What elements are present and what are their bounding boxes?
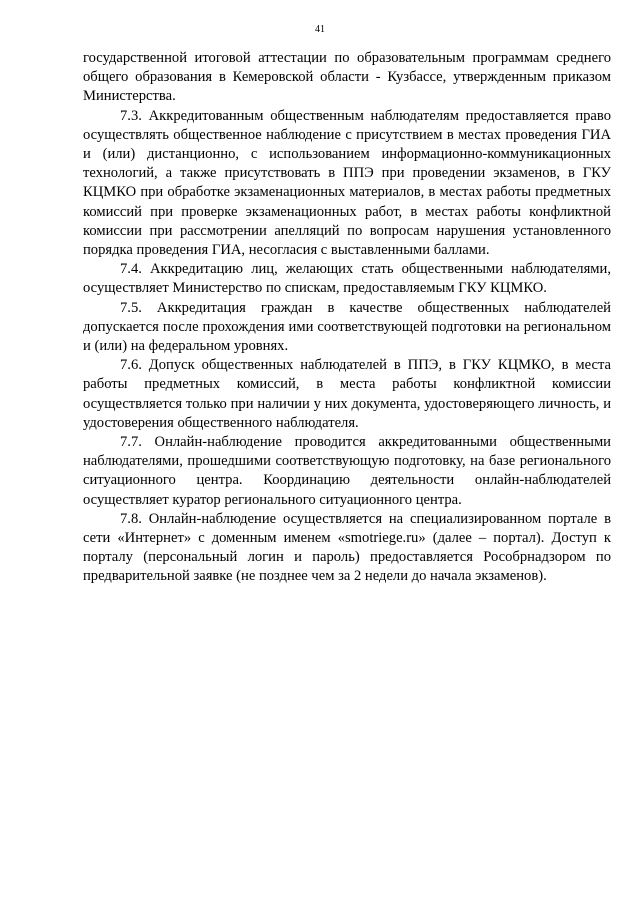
paragraph-7-8: 7.8. Онлайн-наблюдение осуществляется на специализированном портале в сети «Интернет» с доменным именем «smotriege.ru» (далее – портал). Доступ к порталу (персональный логин и пароль) предоставляется Рособрнадзором по предварительной заявке (не позднее чем за 2 недели до начала экзаменов). <box>83 510 611 585</box>
paragraph-7-6: 7.6. Допуск общественных наблюдателей в ППЭ, в ГКУ КЦМКО, в места работы предметных комиссий, в места работы конфликтной комиссии осуществляется только при наличии у них документа, удостоверяющего личность, и удостоверения общественного наблюдателя. <box>83 357 611 431</box>
document-body <box>83 49 611 587</box>
paragraph-7-5: 7.5. Аккредитация граждан в качестве общественных наблюдателей допускается после прохождения ими соответствующей подготовки на региональном и (или) на федеральном уровнях. <box>83 299 611 355</box>
paragraph-7-7: 7.7. Онлайн-наблюдение проводится аккредитованными общественными наблюдателями, прошедшими соответствующую подготовку, на базе регионального ситуационного центра. Координацию деятельности онлайн-наблюдателей осуществляет куратор регионального ситуационного центра. <box>83 434 611 508</box>
paragraph-7-4: 7.4. Аккредитацию лиц, желающих стать общественными наблюдателями, осуществляет Министерство по спискам, предоставляемым ГКУ КЦМКО. <box>83 261 611 297</box>
paragraph-continuation: государственной итоговой аттестации по образовательным программам среднего общего образования в Кемеровской области - Кузбассе, утвержденным приказом Министерства. <box>83 50 611 105</box>
paragraph-7-3: 7.3. Аккредитованным общественным наблюдателям предоставляется право осуществлять общественное наблюдение с присутствием в местах проведения ГИА и (или) дистанционно, с использованием информационно-коммуникационных технологий, а также присутствовать в ППЭ при проведении экзаменов, в ГКУ КЦМКО при обработке экзаменационных материалов, в местах работы предметных комиссий при проверке экзаменационных работ, в местах работы конфликтной комиссии при рассмотрении апелляций по вопросам нарушения установленного порядка проведения ГИА, несогласия с выставленными баллами. <box>83 107 611 259</box>
page-number: 41 <box>315 24 325 35</box>
